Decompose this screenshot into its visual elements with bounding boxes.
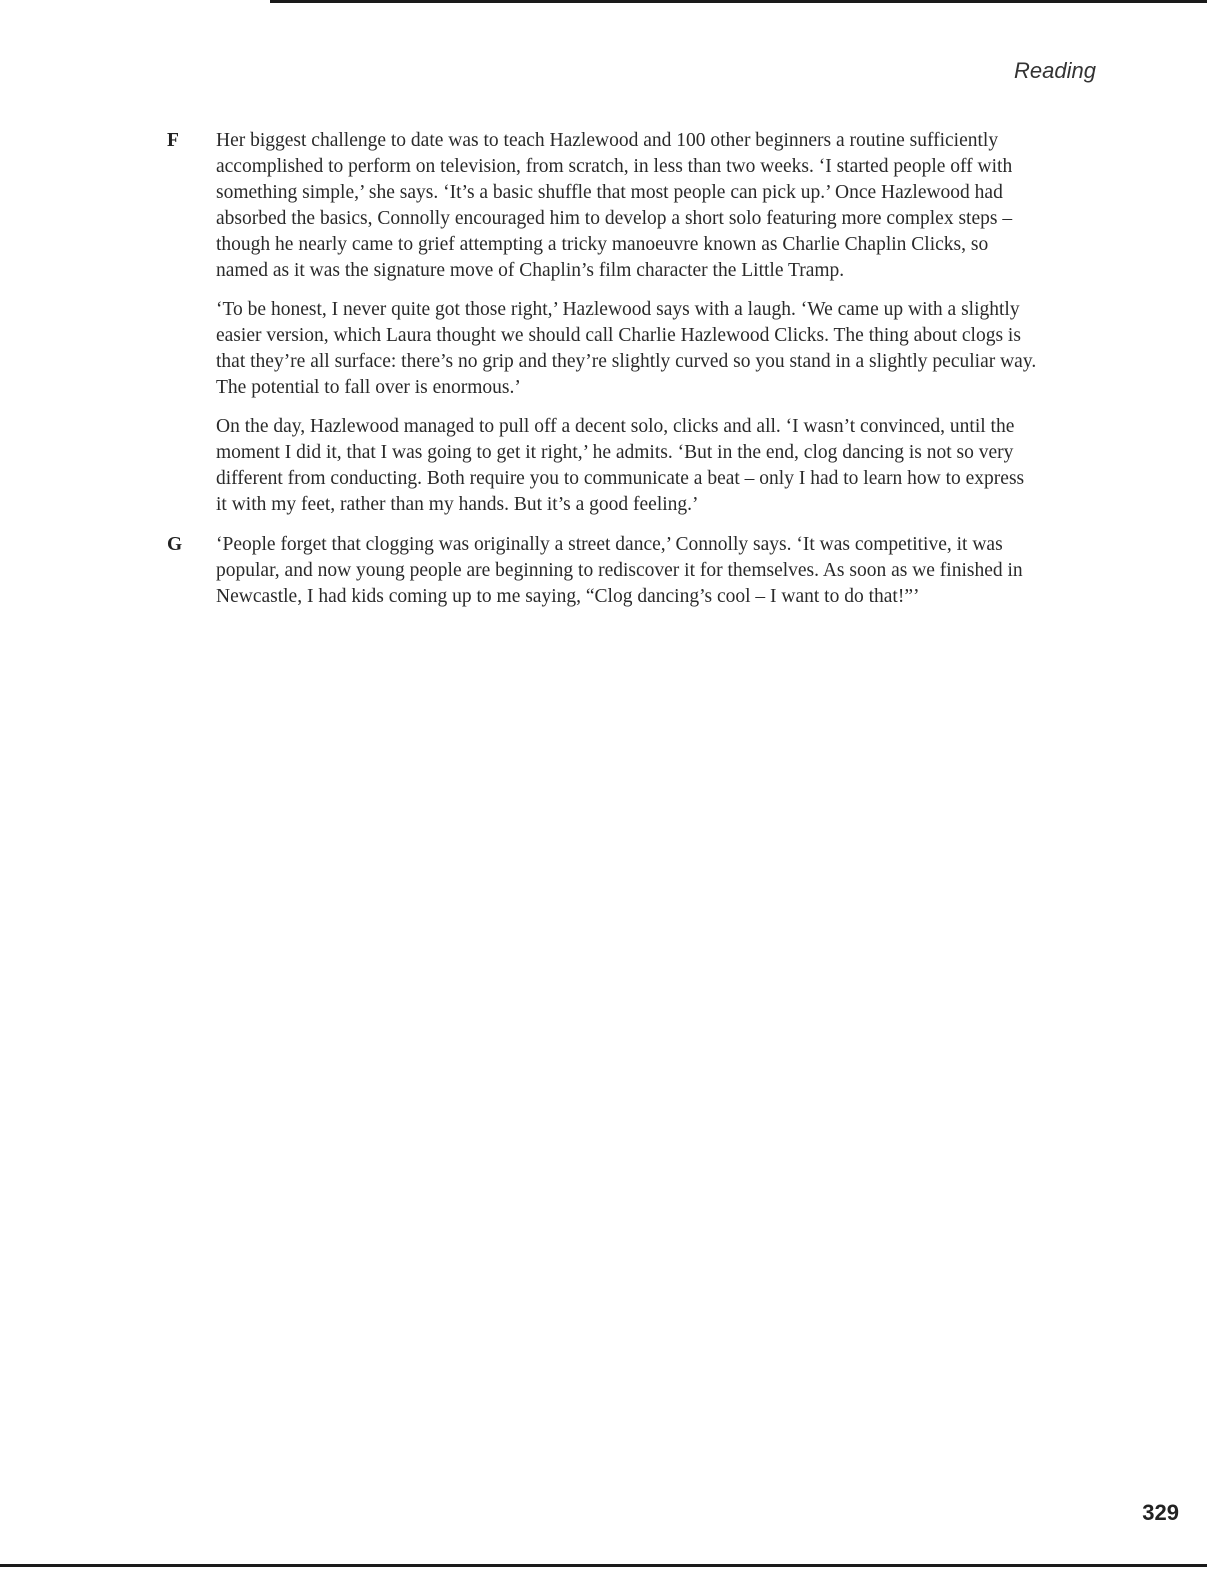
- paragraph: Her biggest challenge to date was to teach Hazlewood and 100 other beginners a routine sufficiently accomplished to perform on television, from scratch, in less than two weeks. ‘I started people off with something simple,’ she says. ‘It’s a basic shuffle that most people can pick up.’ Once Hazlewood had absorbed the basics, Connolly encouraged him to develop a short solo featuring more complex steps – though he nearly came to grief attempting a tricky manoeuvre known as Charlie Chaplin Clicks, so named as it was the signature move of Chaplin’s film character the Little Tramp.: [216, 130, 1013, 281]
- paragraph: ‘People forget that clogging was originally a street dance,’ Connolly says. ‘It was competitive, it was popular, and now young people are beginning to rediscover it for themselves. As soon as we finished in Newcastle, I had kids coming up to me saying, “Clog dancing’s cool – I want to do that!”’: [216, 534, 1023, 607]
- section-g: [167, 532, 1037, 610]
- bottom-rule: [0, 1564, 1207, 1567]
- section-letter: F: [167, 130, 179, 151]
- page-number: 329: [1142, 1500, 1179, 1525]
- reading-text: [167, 128, 1037, 624]
- paragraph: On the day, Hazlewood managed to pull off a decent solo, clicks and all. ‘I wasn’t convinced, until the moment I did it, that I was going to get it right,’ he admits. ‘But in the end, clog dancing is not so very different from conducting. Both require you to communicate a beat – only I had to learn how to express it with my feet, rather than my hands. But it’s a good feeling.’: [216, 416, 1025, 515]
- top-rule: [270, 0, 1207, 3]
- paragraph: ‘To be honest, I never quite got those right,’ Hazlewood says with a laugh. ‘We came up with a slightly easier version, which Laura thought we should call Charlie Hazlewood Clicks. The thing about clogs is that they’re all surface: there’s no grip and they’re slightly curved so you stand in a slightly peculiar way. The potential to fall over is enormous.’: [216, 299, 1037, 398]
- section-letter: G: [167, 534, 183, 555]
- running-head: Reading: [1014, 58, 1096, 83]
- section-f: [167, 128, 1037, 518]
